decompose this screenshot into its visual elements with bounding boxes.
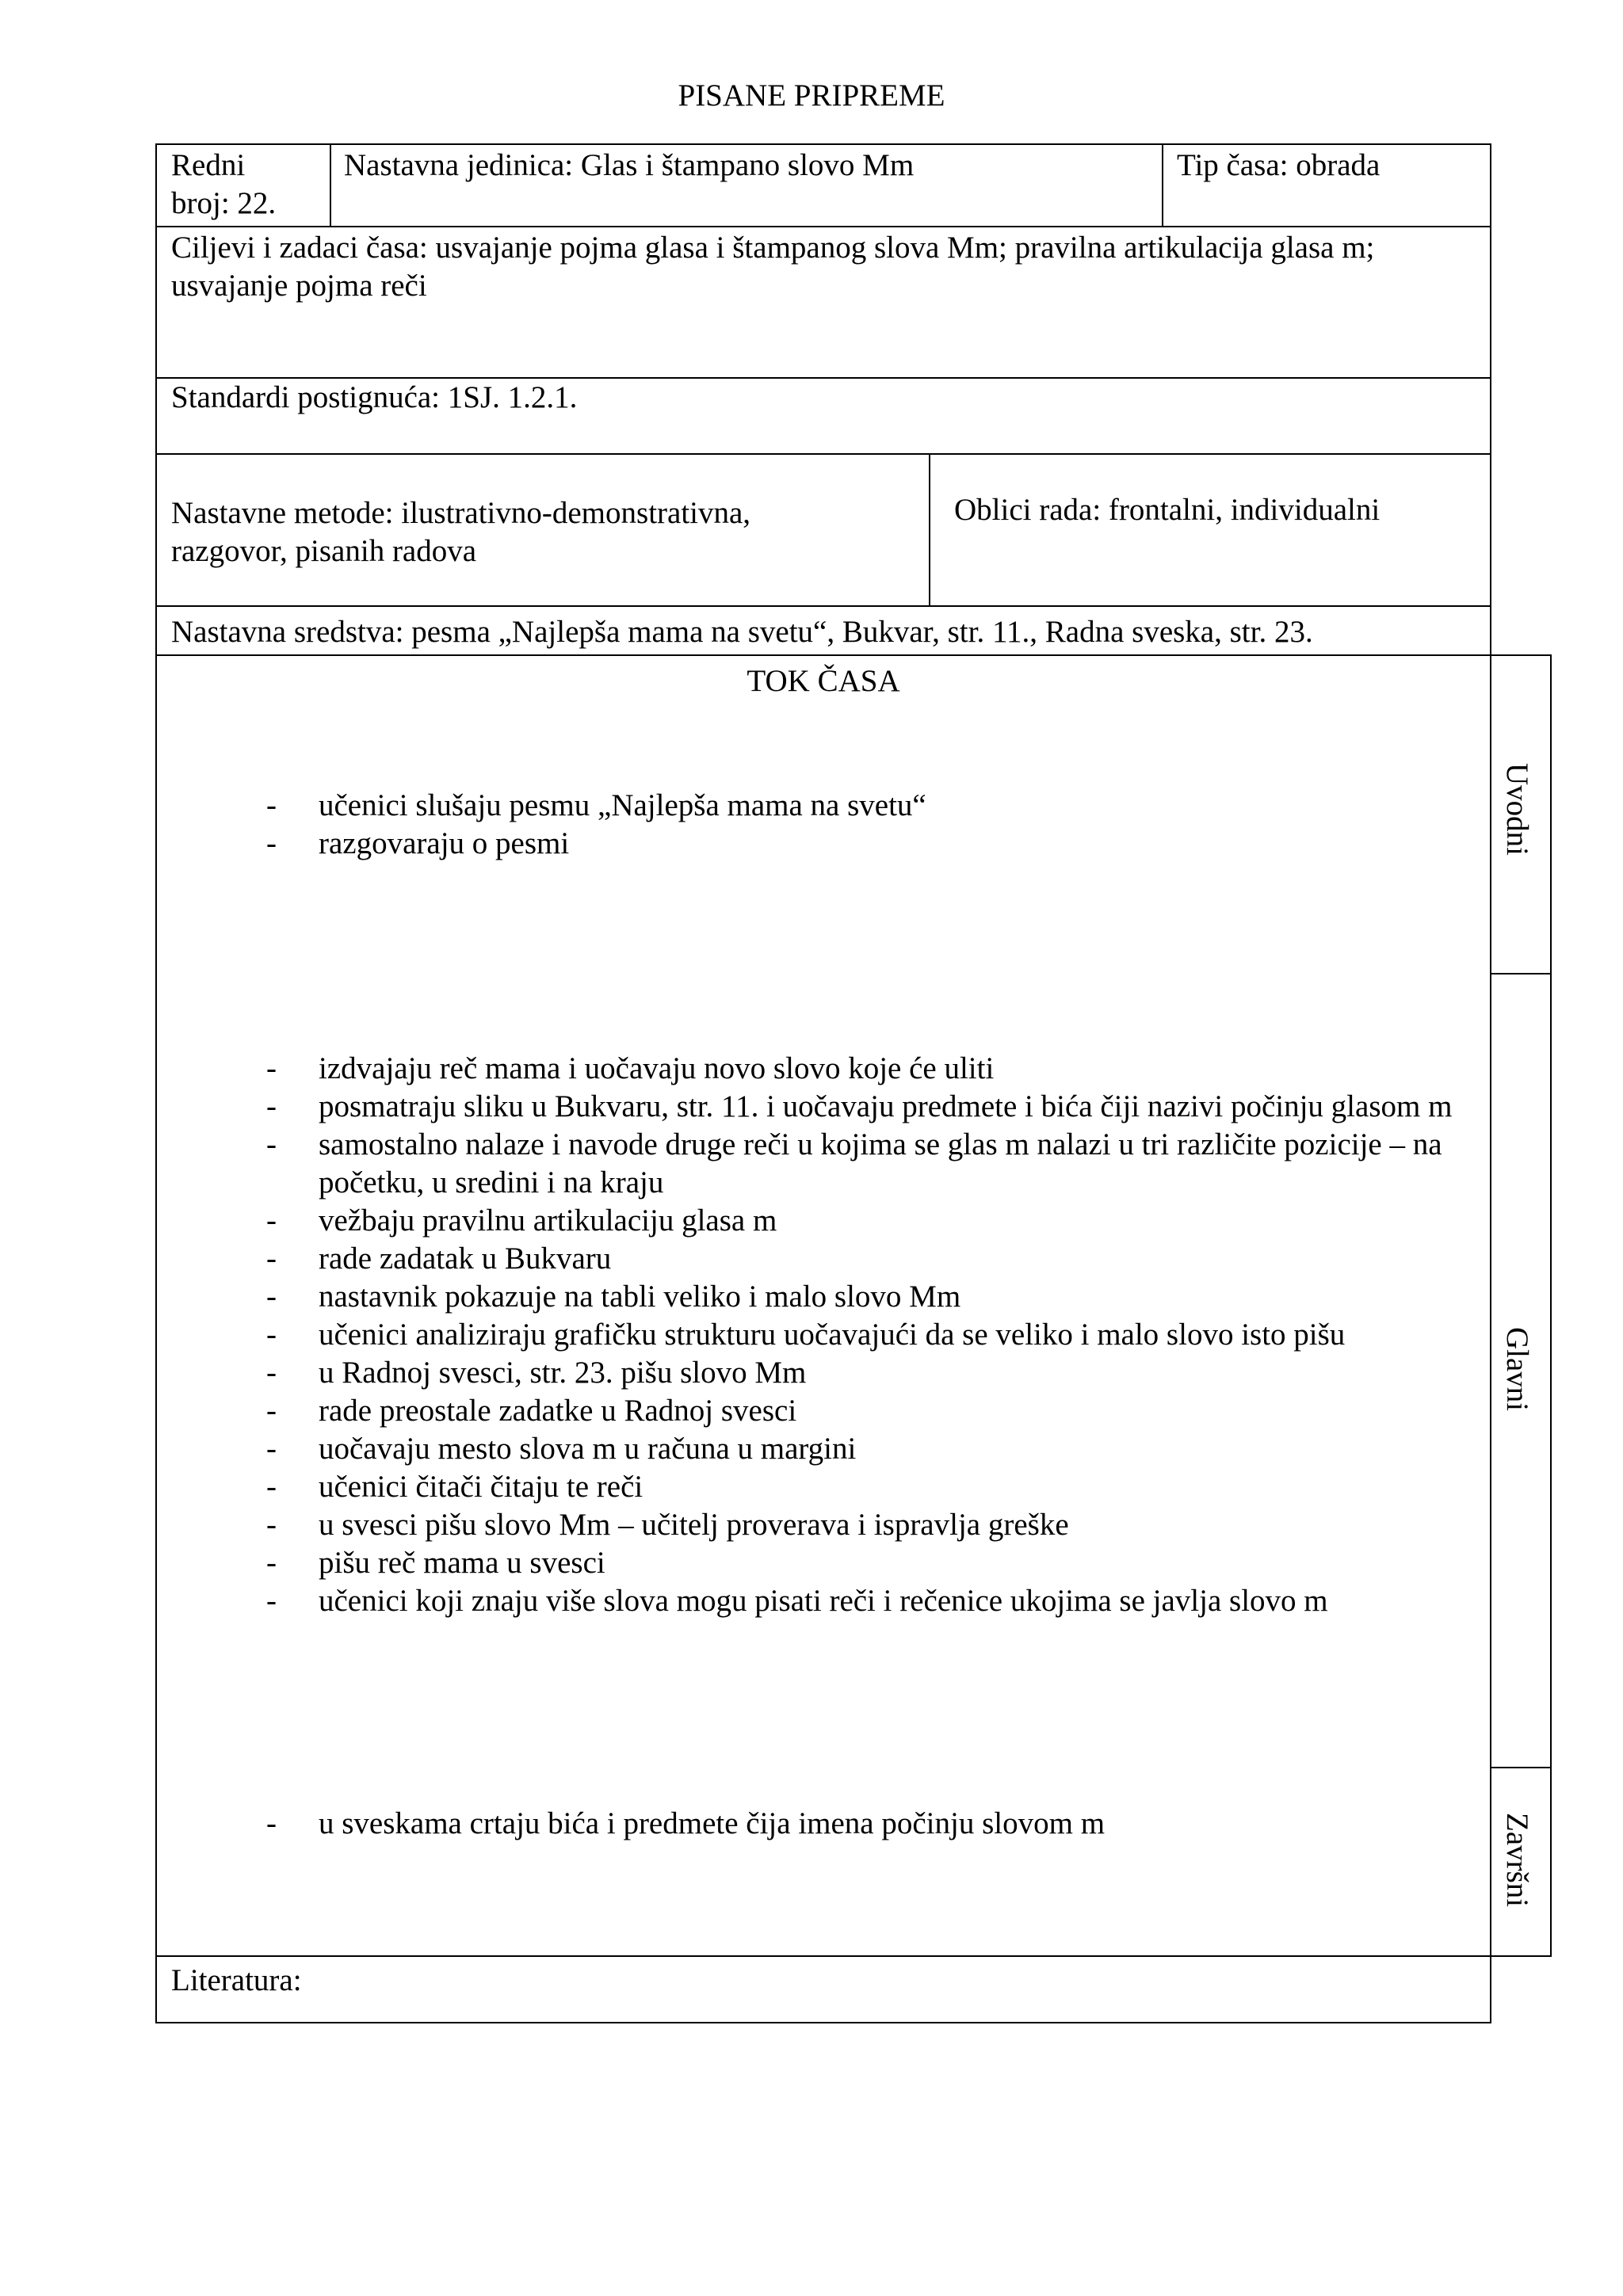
- glavni-list: [266, 1050, 1479, 1620]
- list-item: - rade zadatak u Bukvaru: [266, 1240, 1479, 1278]
- tip-casa: Tip časa: obrada: [1177, 148, 1381, 182]
- table-border-bottom: [155, 2022, 1491, 2023]
- nastavna-sredstva: Nastavna sredstva: pesma „Najlepša mama na svetu“, Bukvar, str. 11., Radna sveska, str. 23.: [171, 615, 1313, 649]
- list-item: - u svesci pišu slovo Mm – učitelj proverava i ispravlja greške: [266, 1506, 1479, 1544]
- uvodni-list: [266, 787, 1479, 863]
- literatura: Literatura:: [171, 1963, 302, 1997]
- header-divider-2: [1162, 143, 1163, 227]
- phase-label-zavrsni: Završni: [1500, 1813, 1534, 1908]
- standardi-postignuca: Standardi postignuća: 1SJ. 1.2.1.: [171, 380, 578, 414]
- phase-divider-uvodni: [1490, 973, 1552, 974]
- zavrsni-list: [266, 1805, 1479, 1843]
- list-item: - učenici slušaju pesmu „Najlepša mama na svetu“: [266, 787, 1479, 825]
- nastavna-jedinica: Nastavna jedinica: Glas i štampano slovo Mm: [344, 148, 915, 182]
- ciljevi-zadaci: Ciljevi i zadaci časa: usvajanje pojma glasa i štampanog slova Mm; pravilna artikulacija glasa m; usvajanje pojma reči: [171, 231, 1375, 303]
- table-divider-tok: [155, 1955, 1552, 1957]
- header-divider-1: [330, 143, 331, 227]
- phase-divider-glavni: [1490, 1767, 1552, 1768]
- page-title: PISANE PRIPREME: [678, 78, 945, 113]
- list-item: - samostalno nalaze i navode druge reči u kojima se glas m nalazi u tri različite pozicije – na početku, u sredini i na kraju: [266, 1126, 1479, 1202]
- table-border-top: [155, 143, 1491, 145]
- nastavne-metode: Nastavne metode: ilustrativno-demonstrativna, razgovor, pisanih radova: [171, 496, 751, 568]
- redni-broj: Redni broj: 22.: [171, 148, 277, 220]
- table-divider-sredstva: [155, 654, 1552, 656]
- list-item: - izdvajaju reč mama i uočavaju novo slovo koje će uliti: [266, 1050, 1479, 1088]
- list-item: - posmatraju sliku u Bukvaru, str. 11. i uočavaju predmete i bića čiji nazivi počinju glasom m: [266, 1088, 1479, 1126]
- table-divider-standardi: [155, 453, 1491, 455]
- tok-casa-heading: TOK ČASA: [747, 664, 900, 698]
- list-item: - rade preostale zadatke u Radnoj svesci: [266, 1392, 1479, 1430]
- list-item: - učenici koji znaju više slova mogu pisati reči i rečenice ukojima se javlja slovo m: [266, 1582, 1479, 1620]
- table-border-right: [1490, 143, 1491, 2023]
- table-border-left: [155, 143, 157, 2023]
- list-item: - vežbaju pravilnu artikulaciju glasa m: [266, 1202, 1479, 1240]
- phase-column-right: [1550, 654, 1552, 1957]
- list-item: - uočavaju mesto slova m u računa u margini: [266, 1430, 1479, 1468]
- table-divider-metode: [155, 605, 1491, 607]
- phase-label-glavni: Glavni: [1500, 1327, 1534, 1412]
- metode-divider: [929, 453, 930, 607]
- list-item: - učenici analiziraju grafičku strukturu uočavajući da se veliko i malo slovo isto pišu: [266, 1316, 1479, 1354]
- list-item: - učenici čitači čitaju te reči: [266, 1468, 1479, 1506]
- list-item: - nastavnik pokazuje na tabli veliko i malo slovo Mm: [266, 1278, 1479, 1316]
- oblici-rada: Oblici rada: frontalni, individualni: [954, 493, 1381, 527]
- table-divider-header: [155, 226, 1491, 227]
- list-item: - pišu reč mama u svesci: [266, 1544, 1479, 1582]
- list-item: - razgovaraju o pesmi: [266, 825, 1479, 863]
- phase-label-uvodni: Uvodni: [1500, 763, 1534, 856]
- list-item: - u sveskama crtaju bića i predmete čija imena počinju slovom m: [266, 1805, 1479, 1843]
- list-item: - u Radnoj svesci, str. 23. pišu slovo Mm: [266, 1354, 1479, 1392]
